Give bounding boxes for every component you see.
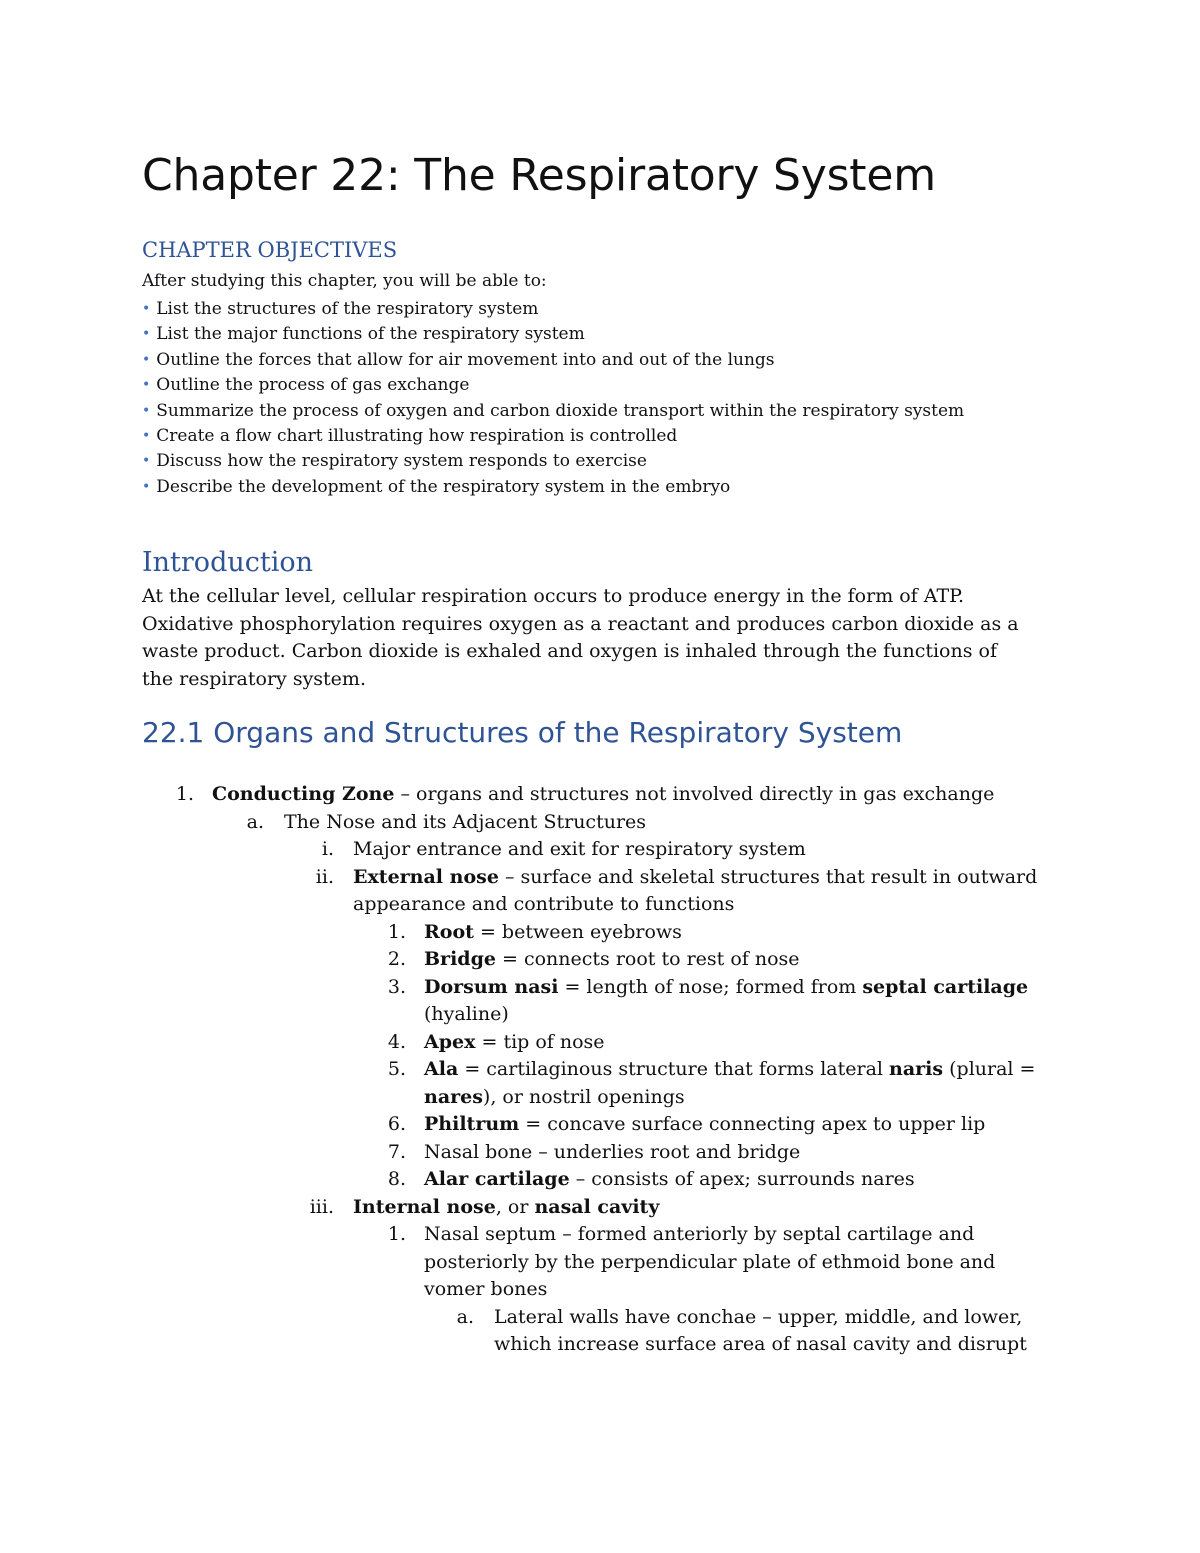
- objective-item: • List the major functions of the respiratory system: [142, 324, 585, 345]
- outline-continuation: vomer bones: [424, 1278, 548, 1300]
- introduction-heading: Introduction: [142, 547, 313, 578]
- list-marker: i.: [321, 838, 334, 860]
- list-marker: 5.: [387, 1058, 406, 1080]
- introduction-paragraph: [142, 583, 1082, 693]
- list-marker: 2.: [387, 948, 406, 970]
- objectives-intro: After studying this chapter, you will be able to:: [142, 271, 547, 291]
- objective-item: • Create a flow chart illustrating how respiration is controlled: [142, 425, 678, 446]
- list-marker: 4.: [387, 1031, 406, 1053]
- objective-item: • Describe the development of the respiratory system in the embryo: [142, 476, 731, 497]
- paragraph-line: At the cellular level, cellular respiration occurs to produce energy in the form of ATP.: [142, 585, 965, 607]
- bullet-icon: •: [142, 351, 151, 368]
- term: nares: [424, 1086, 483, 1108]
- document-page: Chapter 22: The Respiratory System CHAPTER OBJECTIVES After studying this chapter, you will be able to: • List the structures of the respiratory system • List the major functions of the respiratory system • Outline the forces that allow for air movement into and out of the lungs • Outline the process of gas exchange • Summarize the process of oxygen and carbon dioxide transport within the respiratory system • Create a flow chart illustrating how respiration is controlled • Discuss how the respiratory system responds to exercise • Describe the development of the respiratory system in the embryo Introduction At the cellular level, cellular respiration occurs to produce energy in the form of ATP. Oxidative phosphorylation requires oxygen as a reactant and produces carbon dioxide as a waste product. Carbon dioxide is exhaled and oxygen is inhaled through the functions of the respiratory system. 22.1 Organs and Structures of the Respiratory System 1. Conducting Zone – organs and structures not involved directly in gas exchange a. The Nose and its Adjacent Structures i. Major entrance and exit for respiratory system ii. External nose – surface and skeletal structures that result in outward appearance and contribute to functions 1. Root = between eyebrows 2. Bridge = connects root to rest of nose 3. Dorsum nasi = length of nose; formed from septal cartilage (hyaline) 4. Apex = tip of nose 5. Ala = cartilaginous structure that forms lateral naris (plural = nares), or nostril openings 6. Philtrum = concave surface connecting apex to upper lip 7. Nasal bone – underlies root and bridge 8. Alar cartilage – consists of apex; surrounds nares iii. Internal nose, or nasal cavity 1. Nasal septum – formed anteriorly by septal cartilage and posteriorly by the perpendicular plate of ethmoid bone and vomer bones a. Lateral walls have conchae – upper, middle, and lower, which increase surface area of nasal cavity and disrupt: [0, 0, 1200, 1553]
- objective-item: • Summarize the process of oxygen and carbon dioxide transport within the respiratory system: [142, 400, 965, 421]
- term: External nose: [353, 866, 499, 888]
- term: Apex: [424, 1031, 476, 1053]
- list-marker: 3.: [387, 976, 406, 998]
- term: Internal nose: [353, 1196, 496, 1218]
- term: naris: [889, 1058, 944, 1080]
- bullet-icon: •: [142, 453, 151, 470]
- list-marker: 7.: [387, 1141, 406, 1163]
- objective-item: • List the structures of the respiratory system: [142, 299, 539, 319]
- bullet-icon: •: [142, 427, 151, 444]
- list-marker: 1.: [387, 921, 406, 943]
- term: Bridge: [424, 948, 496, 970]
- term: Ala: [424, 1058, 459, 1080]
- list-marker: 8.: [387, 1168, 406, 1190]
- list-marker: 1.: [175, 783, 194, 805]
- list-marker: 6.: [387, 1113, 406, 1135]
- term: Philtrum: [424, 1113, 520, 1135]
- list-marker: a.: [246, 811, 264, 833]
- term: Dorsum nasi: [424, 976, 559, 998]
- outline-continuation: nares), or nostril openings: [424, 1086, 685, 1108]
- paragraph-line: Oxidative phosphorylation requires oxygen as a reactant and produces carbon dioxide as a: [142, 612, 1019, 635]
- bullet-icon: •: [142, 326, 151, 343]
- outline-continuation: (hyaline): [424, 1003, 509, 1025]
- list-marker: ii.: [315, 866, 334, 888]
- term: Root: [424, 921, 474, 943]
- bullet-icon: •: [142, 478, 151, 495]
- bullet-icon: •: [142, 377, 151, 394]
- term: nasal cavity: [534, 1196, 660, 1218]
- bullet-icon: •: [142, 402, 151, 419]
- objectives-list: [142, 297, 964, 500]
- list-marker: a.: [456, 1306, 474, 1328]
- objectives-heading: CHAPTER OBJECTIVES: [142, 238, 398, 262]
- chapter-title: Chapter 22: The Respiratory System: [142, 150, 936, 201]
- paragraph-line: the respiratory system.: [142, 667, 366, 690]
- list-marker: iii.: [309, 1196, 334, 1218]
- outline-continuation: which increase surface area of nasal cavity and disrupt: [494, 1333, 1027, 1355]
- term: Conducting Zone: [212, 783, 395, 805]
- paragraph-line: waste product. Carbon dioxide is exhaled and oxygen is inhaled through the functions of: [142, 640, 997, 662]
- objective-item: • Discuss how the respiratory system responds to exercise: [142, 451, 647, 472]
- list-marker: 1.: [387, 1223, 406, 1245]
- section-heading: 22.1 Organs and Structures of the Respiratory System: [142, 716, 903, 749]
- outline-continuation: posteriorly by the perpendicular plate of ethmoid bone and: [424, 1251, 996, 1273]
- bullet-icon: •: [142, 301, 151, 317]
- objective-item: • Outline the forces that allow for air movement into and out of the lungs: [142, 349, 775, 370]
- outline-continuation: appearance and contribute to functions: [353, 893, 735, 915]
- term: Alar cartilage: [424, 1168, 570, 1190]
- term: septal cartilage: [862, 976, 1029, 998]
- objective-item: • Outline the process of gas exchange: [142, 375, 470, 396]
